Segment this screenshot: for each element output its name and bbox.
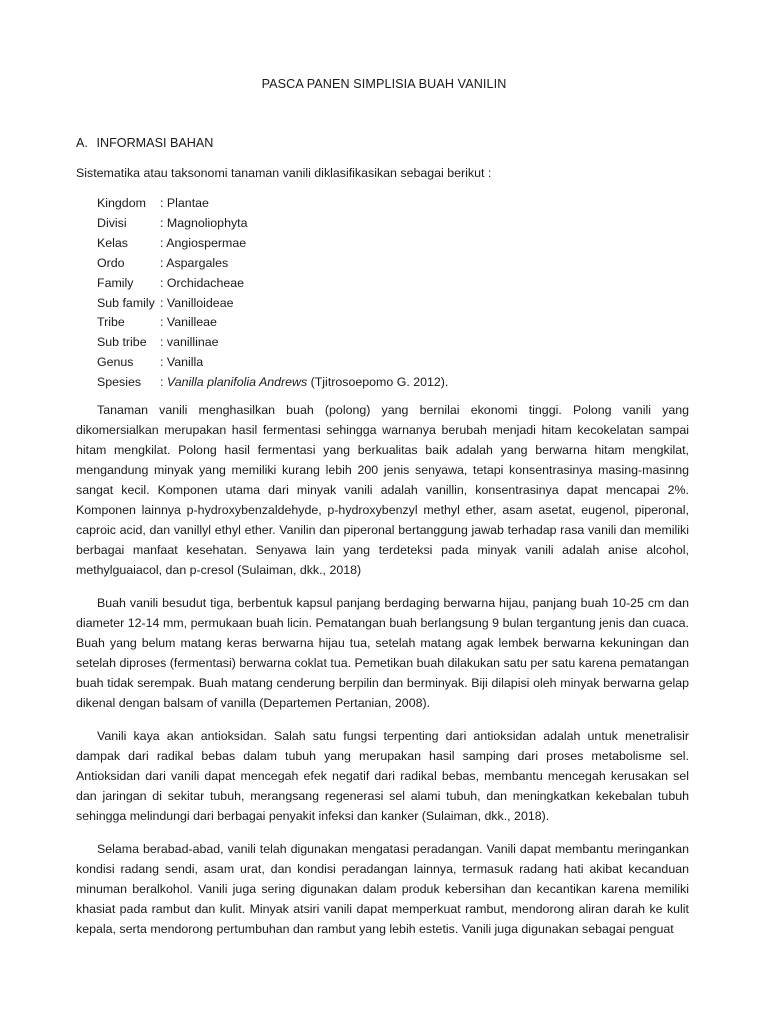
taxonomy-key: Sub family [97,295,155,310]
taxonomy-value: : Plantae [160,196,209,210]
paragraph: Buah vanili besudut tiga, berbentuk kapsul panjang berdaging berwarna hijau, panjang buah 10-25 cm dan diameter 12-14 mm, permukaan buah licin. Pematangan buah berlangsung 9 bulan tergantung jenis dan cuaca. Buah yang belum matang keras berwarna hijau tua, setelah matang agak lembek berwarna kekuningan dan setelah diproses (fermentasi) berwarna coklat tua. Pemetikan buah dilakukan satu per satu karena pematangan buah tidak serempak. Buah matang cenderung berpilin dan berminyak. Biji dilapisi oleh minyak berwarna gelap dikenal dengan balsam of vanilla (Departemen Pertanian, 2008). [76,596,689,710]
taxonomy-row [97,254,448,274]
taxonomy-row [97,373,448,393]
taxonomy-row [97,194,448,214]
taxonomy-value: : vanillinae [160,335,219,350]
taxonomy-row [97,234,448,254]
taxonomy-row [97,353,448,373]
taxonomy-key: Sub tribe [97,335,147,350]
taxonomy-key: Spesies [97,375,142,390]
taxonomy-key: Family [97,275,134,290]
body-text [76,400,689,952]
taxonomy-table [97,194,448,393]
taxonomy-row [97,333,448,353]
taxonomy-value: : Orchidacheae [160,275,245,290]
taxonomy-row [97,274,448,294]
taxonomy-value: : Vanilla planifolia Andrews (Tjitrosoepomo G. 2012). [160,375,449,390]
taxonomy-value: : Magnoliophyta [160,215,248,230]
paragraph: Selama berabad-abad, vanili telah digunakan mengatasi peradangan. Vanili dapat membantu meringankan kondisi radang sendi, asam urat, dan kondisi peradangan lainnya, termasuk radang hati akibat kecanduan minuman beralkohol. Vanili juga sering digunakan dalam produk kebersihan dan kecantikan karena memiliki khasiat pada rambut dan kulit. Minyak atsiri vanili dapat memperkuat rambut, mendorong aliran darah ke kulit kepala, serta mendorong pertumbuhan dan rambut yang lebih estetis. Vanili juga digunakan sebagai penguat [76,842,689,936]
taxonomy-row [97,313,448,333]
section-heading [76,136,213,150]
taxonomy-value: : Aspargales [160,255,229,270]
taxonomy-key: Ordo [97,255,125,270]
taxonomy-key: Genus [97,355,134,370]
taxonomy-row [97,214,448,234]
taxonomy-key: Kelas [97,235,128,250]
taxonomy-value: : Angiospermae [160,235,247,250]
taxonomy-value: : Vanilla [160,355,204,370]
document-title: PASCA PANEN SIMPLISIA BUAH VANILIN [261,77,507,91]
section-number: A. [76,136,88,150]
intro-text: Sistematika atau taksonomi tanaman vanili diklasifikasikan sebagai berikut : [76,166,492,180]
taxonomy-value: : Vanilleae [160,315,217,330]
taxonomy-row [97,294,448,314]
section-label: INFORMASI BAHAN [96,136,214,150]
species-name: Vanilla planifolia Andrews [166,375,308,390]
taxonomy-value: : Vanilloideae [160,295,234,310]
species-citation: (Tjitrosoepomo G. 2012). [307,375,449,390]
taxonomy-key: Divisi [97,215,127,230]
taxonomy-key: Kingdom [97,196,146,210]
paragraph: Tanaman vanili menghasilkan buah (polong) yang bernilai ekonomi tinggi. Polong vanili yang dikomersialkan merupakan hasil fermentasi sehingga warnanya berubah menjadi hitam kecokelatan sampai hitam mengkilat. Polong hasil fermentasi yang berkualitas baik adalah yang berwarna hitam mengkilat, mengandung minyak yang memiliki kurang lebih 200 jenis senyawa, tetapi konsentrasinya masing-masinng sangat kecil. Komponen utama dari minyak vanili adalah vanillin, konsentrasinya dapat mencapai 2%. Komponen lainnya p-hydroxybenzaldehyde, p-hydroxybenzyl methyl ether, asam asetat, eugenol, piperonal, caproic acid, dan vanillyl ethyl ether. Vanilin dan piperonal bertanggung jawab terhadap rasa vanili dan memiliki berbagai manfaat kesehatan. Senyawa lain yang terdeteksi pada minyak vanili adalah anise alcohol, methylguaiacol, dan p-cresol (Sulaiman, dkk., 2018) [76,403,689,577]
taxonomy-key: Tribe [97,315,125,330]
paragraph: Vanili kaya akan antioksidan. Salah satu fungsi terpenting dari antioksidan adalah untuk menetralisir dampak dari radikal bebas dalam tubuh yang merupakan hasil samping dari proses metabolisme sel. Antioksidan dari vanili dapat mencegah efek negatif dari radikal bebas, membantu mencegah kerusakan sel dan jaringan di sekitar tubuh, merangsang regenerasi sel alami tubuh, dan meningkatkan kekebalan tubuh sehingga melindungi dari berbagai penyakit infeksi dan kanker (Sulaiman, dkk., 2018). [76,729,689,823]
